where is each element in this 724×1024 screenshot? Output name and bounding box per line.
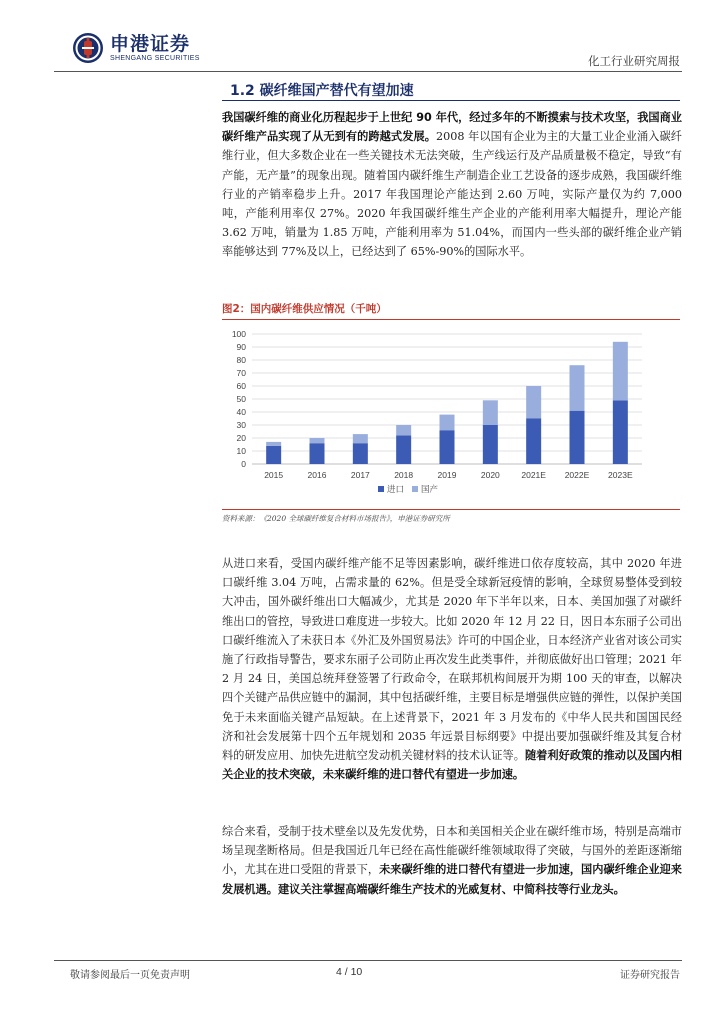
paragraph-supply-history — [222, 108, 682, 262]
y-tick-label: 70 — [236, 368, 246, 378]
x-tick-label: 2017 — [350, 470, 370, 480]
paragraph3-body: 综合来看，受制于技术壁垒以及先发优势，日本和美国相关企业在碳纤维市场，特别是高端市场呈现垄断格局。但是我国近几年已经在高性能碳纤维领域取得了突破，与国外的差距逐渐缩小，尤其在进口受阻的背景下， — [222, 825, 682, 877]
x-tick-label: 2020 — [480, 470, 500, 480]
page-header — [0, 0, 724, 80]
footer-divider — [54, 960, 682, 961]
bar-国产 — [266, 442, 281, 446]
y-tick-label: 80 — [236, 355, 246, 365]
bar-进口 — [353, 443, 368, 464]
section-title: 1.2 碳纤维国产替代有望加速 — [230, 83, 414, 99]
paragraph1-lead: 我国碳纤维的商业化历程起步于上世纪 90 年代，经过多年的不断摸索与技术攻坚，我国商业碳纤维产品实现了从无到有的跨越式发展。 — [222, 111, 682, 144]
legend-swatch-进口 — [378, 486, 384, 492]
logo-name-en: SHENGANG SECURITIES — [110, 54, 200, 62]
y-tick-label: 0 — [241, 459, 246, 469]
figure-title: 图2：国内碳纤维供应情况（千吨） — [222, 303, 387, 315]
bar-国产 — [613, 342, 628, 401]
logo-mark-icon — [72, 32, 104, 64]
x-tick-label: 2023E — [608, 470, 633, 480]
paragraph2-body: 从进口来看，受国内碳纤维产能不足等因素影响，碳纤维进口依存度较高，其中 2020 年进口碳纤维 3.04 万吨，占需求量的 62%。但是受全球新冠疫情的影响，全球贸易整体受到较大冲击，国外碳纤维出口大幅减少，尤其是 2020 年下半年以来，日本、美国加强了对碳纤维出口的管控，导致进口难度进一步较大。比如 2020 年 12 月 22 日，因日本东丽子公司出口碳纤维流入了未获日本《外汇及外国贸易法》许可的中国企业，日本经济产业省对该公司实施了行政指导警告，要求东丽子公司防止再次发生此类事件，并彻底做好出口管理；2021 年 2 月 24 日，美国总统拜登签署了行政命令，在联邦机构间展开为期 100 天的审查，以解决四个关键产品供应链中的漏洞，其中包括碳纤维，主要目标是增强供应链的弹性，以保护美国免于未来面临关键产品短缺。在上述背景下，2021 年 3 月发布的《中华人民共和国国民经济和社会发展第十四个五年规划和 2035 年远景目标纲要》中提出要加强碳纤维及其复合材料的研发应用、加快先进航空发动机关键材料的技术认证等。 — [222, 557, 682, 763]
y-tick-label: 40 — [236, 407, 246, 417]
figure-source: 资料来源：《2020 全球碳纤维复合材料市场报告》，申港证券研究所 — [222, 514, 450, 523]
bar-进口 — [310, 443, 325, 464]
footer-disclaimer: 敬请参阅最后一页免责声明 — [70, 970, 190, 981]
page-number: 4 / 10 — [336, 966, 363, 978]
bar-国产 — [396, 425, 411, 435]
bar-国产 — [483, 400, 498, 425]
paragraph-imports — [222, 554, 682, 784]
bar-进口 — [526, 419, 541, 465]
x-tick-label: 2021E — [521, 470, 546, 480]
company-logo — [72, 32, 200, 64]
y-tick-label: 50 — [236, 394, 246, 404]
bar-进口 — [483, 425, 498, 464]
legend-label-进口: 进口 — [387, 484, 405, 494]
x-tick-label: 2018 — [394, 470, 414, 480]
y-tick-label: 10 — [236, 446, 246, 456]
legend-label-国产: 国产 — [421, 484, 439, 494]
paragraph1-body: 2008 年以国有企业为主的大量工业企业涌入碳纤维行业，但大多数企业在一些关键技术无法突破，生产线运行及产品质量极不稳定，导致“有产能，无产量”的现象出现。随着国内碳纤维生产制造企业工艺设备的逐步成熟，我国碳纤维行业的产销率稳步上升。2017 年我国理论产能达到 2.60 万吨，实际产量仅为约 7,000 吨，产能利用率仅 27%。2020 年我国碳纤维生产企业的产能利用率大幅提升，理论产能 3.62 万吨，销量为 1.85 万吨，产能利用率为 51.04%，而国内一些头部的碳纤维企业产销率能够达到 77%及以上，已经达到了 65%-90%的国际水平。 — [222, 130, 682, 259]
source-divider — [222, 509, 680, 510]
bar-国产 — [353, 434, 368, 443]
report-type: 化工行业研究周报 — [588, 54, 680, 68]
x-tick-label: 2019 — [437, 470, 457, 480]
bar-进口 — [613, 400, 628, 464]
bar-进口 — [266, 446, 281, 464]
paragraph3-conclusion: 未来碳纤维的进口替代有望进一步加速，国内碳纤维企业迎来发展机遇。建议关注掌握高端碳纤维生产技术的光威复材、中简科技等行业龙头。 — [222, 863, 682, 896]
figure-title-divider — [222, 319, 680, 320]
x-tick-label: 2022E — [564, 470, 590, 480]
x-tick-label: 2015 — [264, 470, 284, 480]
bar-国产 — [570, 365, 585, 411]
paragraph2-conclusion: 随着利好政策的推动以及国内相关企业的技术突破，未来碳纤维的进口替代有望进一步加速。 — [222, 749, 682, 782]
bar-国产 — [310, 438, 325, 443]
logo-name-cn: 申港证券 — [110, 32, 191, 55]
x-tick-label: 2016 — [307, 470, 327, 480]
legend-swatch-国产 — [412, 486, 418, 492]
y-tick-label: 100 — [231, 329, 246, 339]
paragraph-summary — [222, 822, 682, 899]
supply-chart — [222, 322, 682, 507]
y-tick-label: 20 — [236, 433, 246, 443]
bar-国产 — [440, 415, 455, 431]
bar-进口 — [570, 411, 585, 464]
section-divider — [222, 100, 680, 101]
bar-国产 — [526, 386, 541, 419]
y-tick-label: 30 — [236, 420, 246, 430]
y-tick-label: 60 — [236, 381, 246, 391]
bar-进口 — [440, 430, 455, 464]
header-divider — [54, 71, 682, 72]
bar-进口 — [396, 435, 411, 464]
y-tick-label: 90 — [236, 342, 246, 352]
footer-report-kind: 证券研究报告 — [620, 970, 680, 981]
